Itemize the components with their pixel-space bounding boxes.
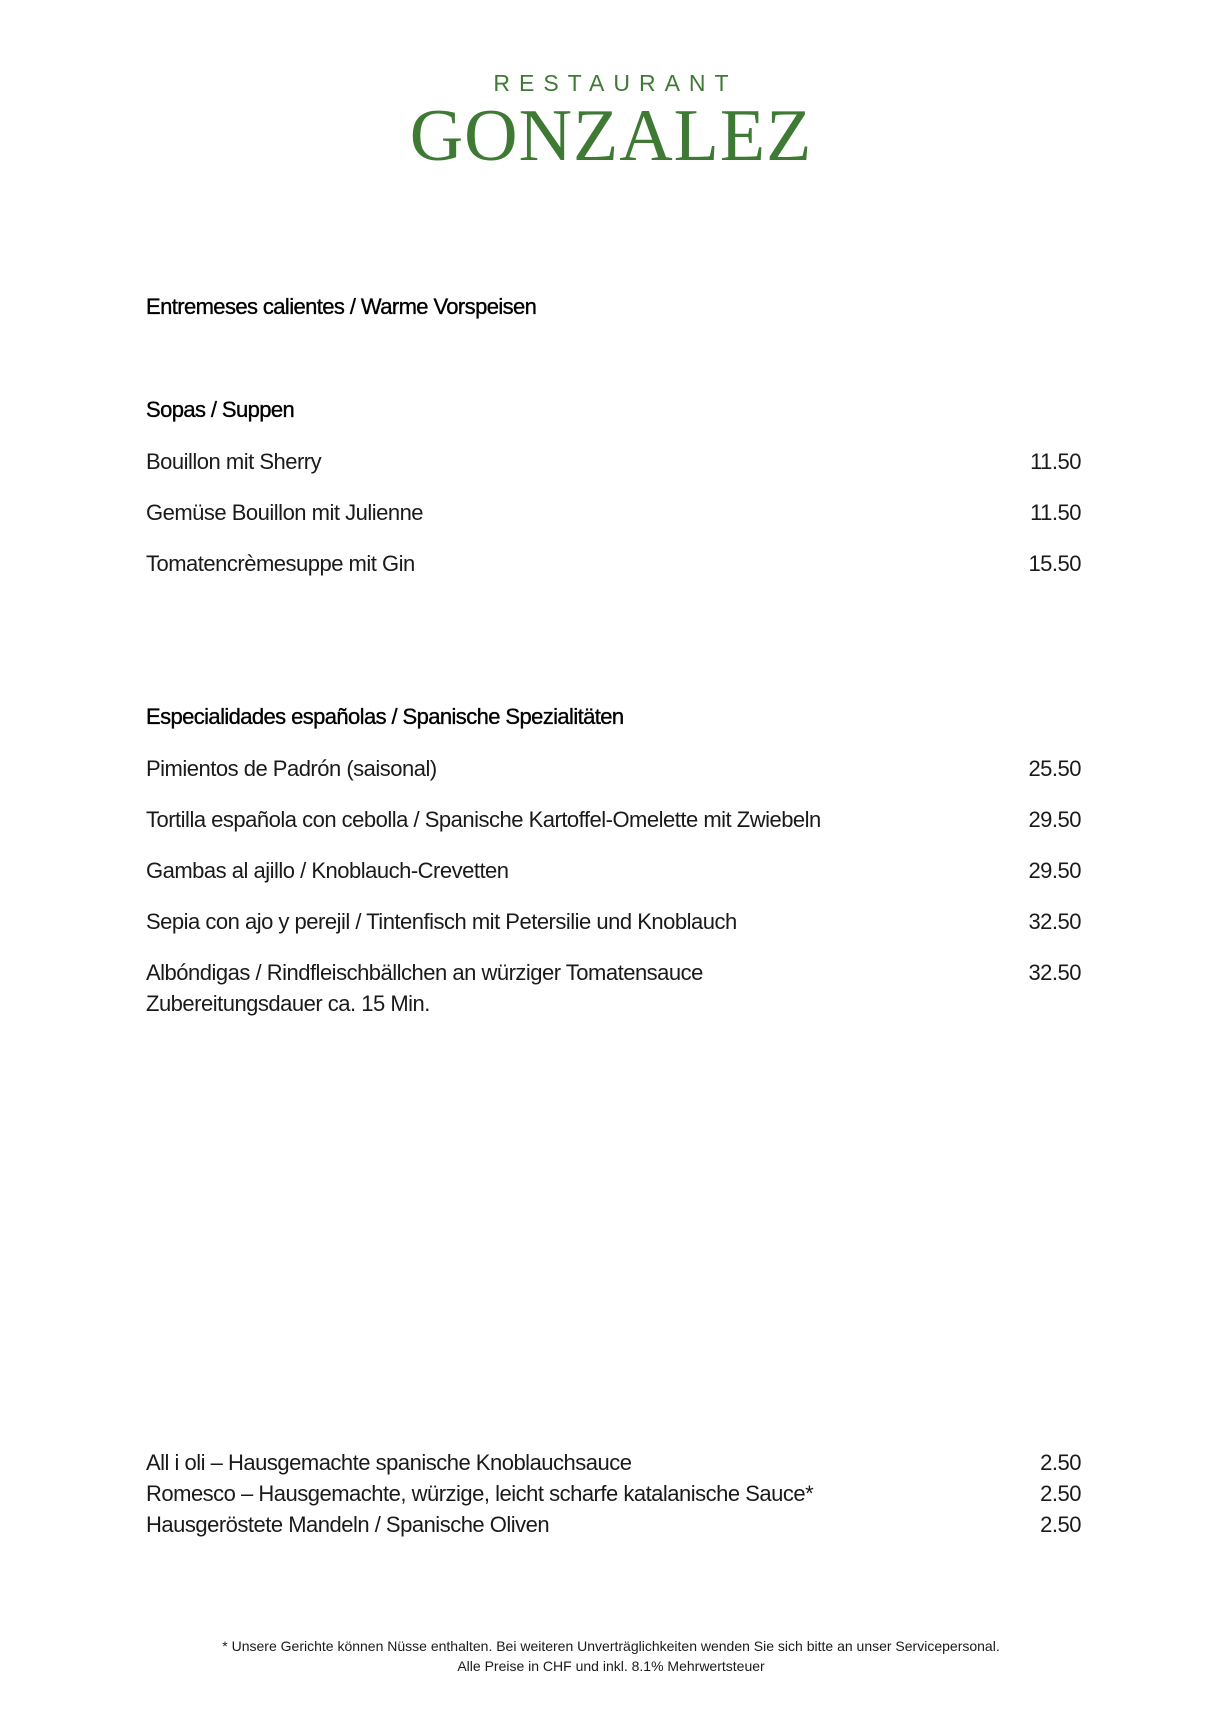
extras-item-price: 2.50 bbox=[1040, 1481, 1081, 1506]
menu-item-name: Bouillon mit Sherry bbox=[146, 449, 322, 474]
menu-item-price: 29.50 bbox=[1028, 807, 1081, 832]
menu-item-price: 32.50 bbox=[1028, 909, 1081, 934]
extras-item bbox=[146, 1509, 1081, 1540]
extras-item bbox=[146, 1447, 1081, 1478]
menu-item-name: Gemüse Bouillon mit Julienne bbox=[146, 500, 424, 525]
footnote bbox=[0, 1636, 1222, 1676]
extras-item-name: Romesco – Hausgemachte, würzige, leicht scharfe katalanische Sauce* bbox=[146, 1481, 814, 1506]
menu-item-name: Tomatencrèmesuppe mit Gin bbox=[146, 551, 415, 576]
extras-item-price: 2.50 bbox=[1040, 1450, 1081, 1475]
extras-item-price: 2.50 bbox=[1040, 1512, 1081, 1537]
section-title-soups: Sopas / Suppen bbox=[146, 397, 295, 422]
menu-item-note: Zubereitungsdauer ca. 15 Min. bbox=[146, 991, 430, 1016]
menu-item-price: 29.50 bbox=[1028, 858, 1081, 883]
extras-item-name: Hausgeröstete Mandeln / Spanische Oliven bbox=[146, 1512, 550, 1537]
page-title: Entremeses calientes / Warme Vorspeisen bbox=[146, 294, 537, 319]
menu-item-price: 25.50 bbox=[1028, 756, 1081, 781]
brand-subtitle: RESTAURANT bbox=[493, 70, 738, 96]
footnote-prices: Alle Preise in CHF und inkl. 8.1% Mehrwertsteuer bbox=[457, 1658, 765, 1674]
menu-item-price: 15.50 bbox=[1028, 551, 1081, 576]
menu-item-price: 11.50 bbox=[1030, 449, 1081, 474]
section-title-specialties: Especialidades españolas / Spanische Spezialitäten bbox=[146, 704, 624, 729]
menu-item-name: Pimientos de Padrón (saisonal) bbox=[146, 756, 437, 781]
footnote-allergens: * Unsere Gerichte können Nüsse enthalten. Bei weiteren Unverträglichkeiten wenden Sie sich bitte an unser Servicepersonal. bbox=[222, 1638, 1000, 1654]
extras-item bbox=[146, 1478, 1081, 1509]
menu-item-name: Albóndigas / Rindfleischbällchen an würziger Tomatensauce bbox=[146, 960, 703, 985]
brand-name: GONZALEZ bbox=[409, 95, 813, 177]
menu-item-name: Gambas al ajillo / Knoblauch-Crevetten bbox=[146, 858, 509, 883]
menu-item-name: Tortilla española con cebolla / Spanische Kartoffel-Omelette mit Zwiebeln bbox=[146, 807, 821, 832]
extras-item-name: All i oli – Hausgemachte spanische Knoblauchsauce bbox=[146, 1450, 632, 1475]
menu-item-price: 32.50 bbox=[1028, 960, 1081, 985]
extras-list bbox=[146, 1447, 1081, 1540]
menu-item-price: 11.50 bbox=[1030, 500, 1081, 525]
menu-item-name: Sepia con ajo y perejil / Tintenfisch mit Petersilie und Knoblauch bbox=[146, 909, 737, 934]
